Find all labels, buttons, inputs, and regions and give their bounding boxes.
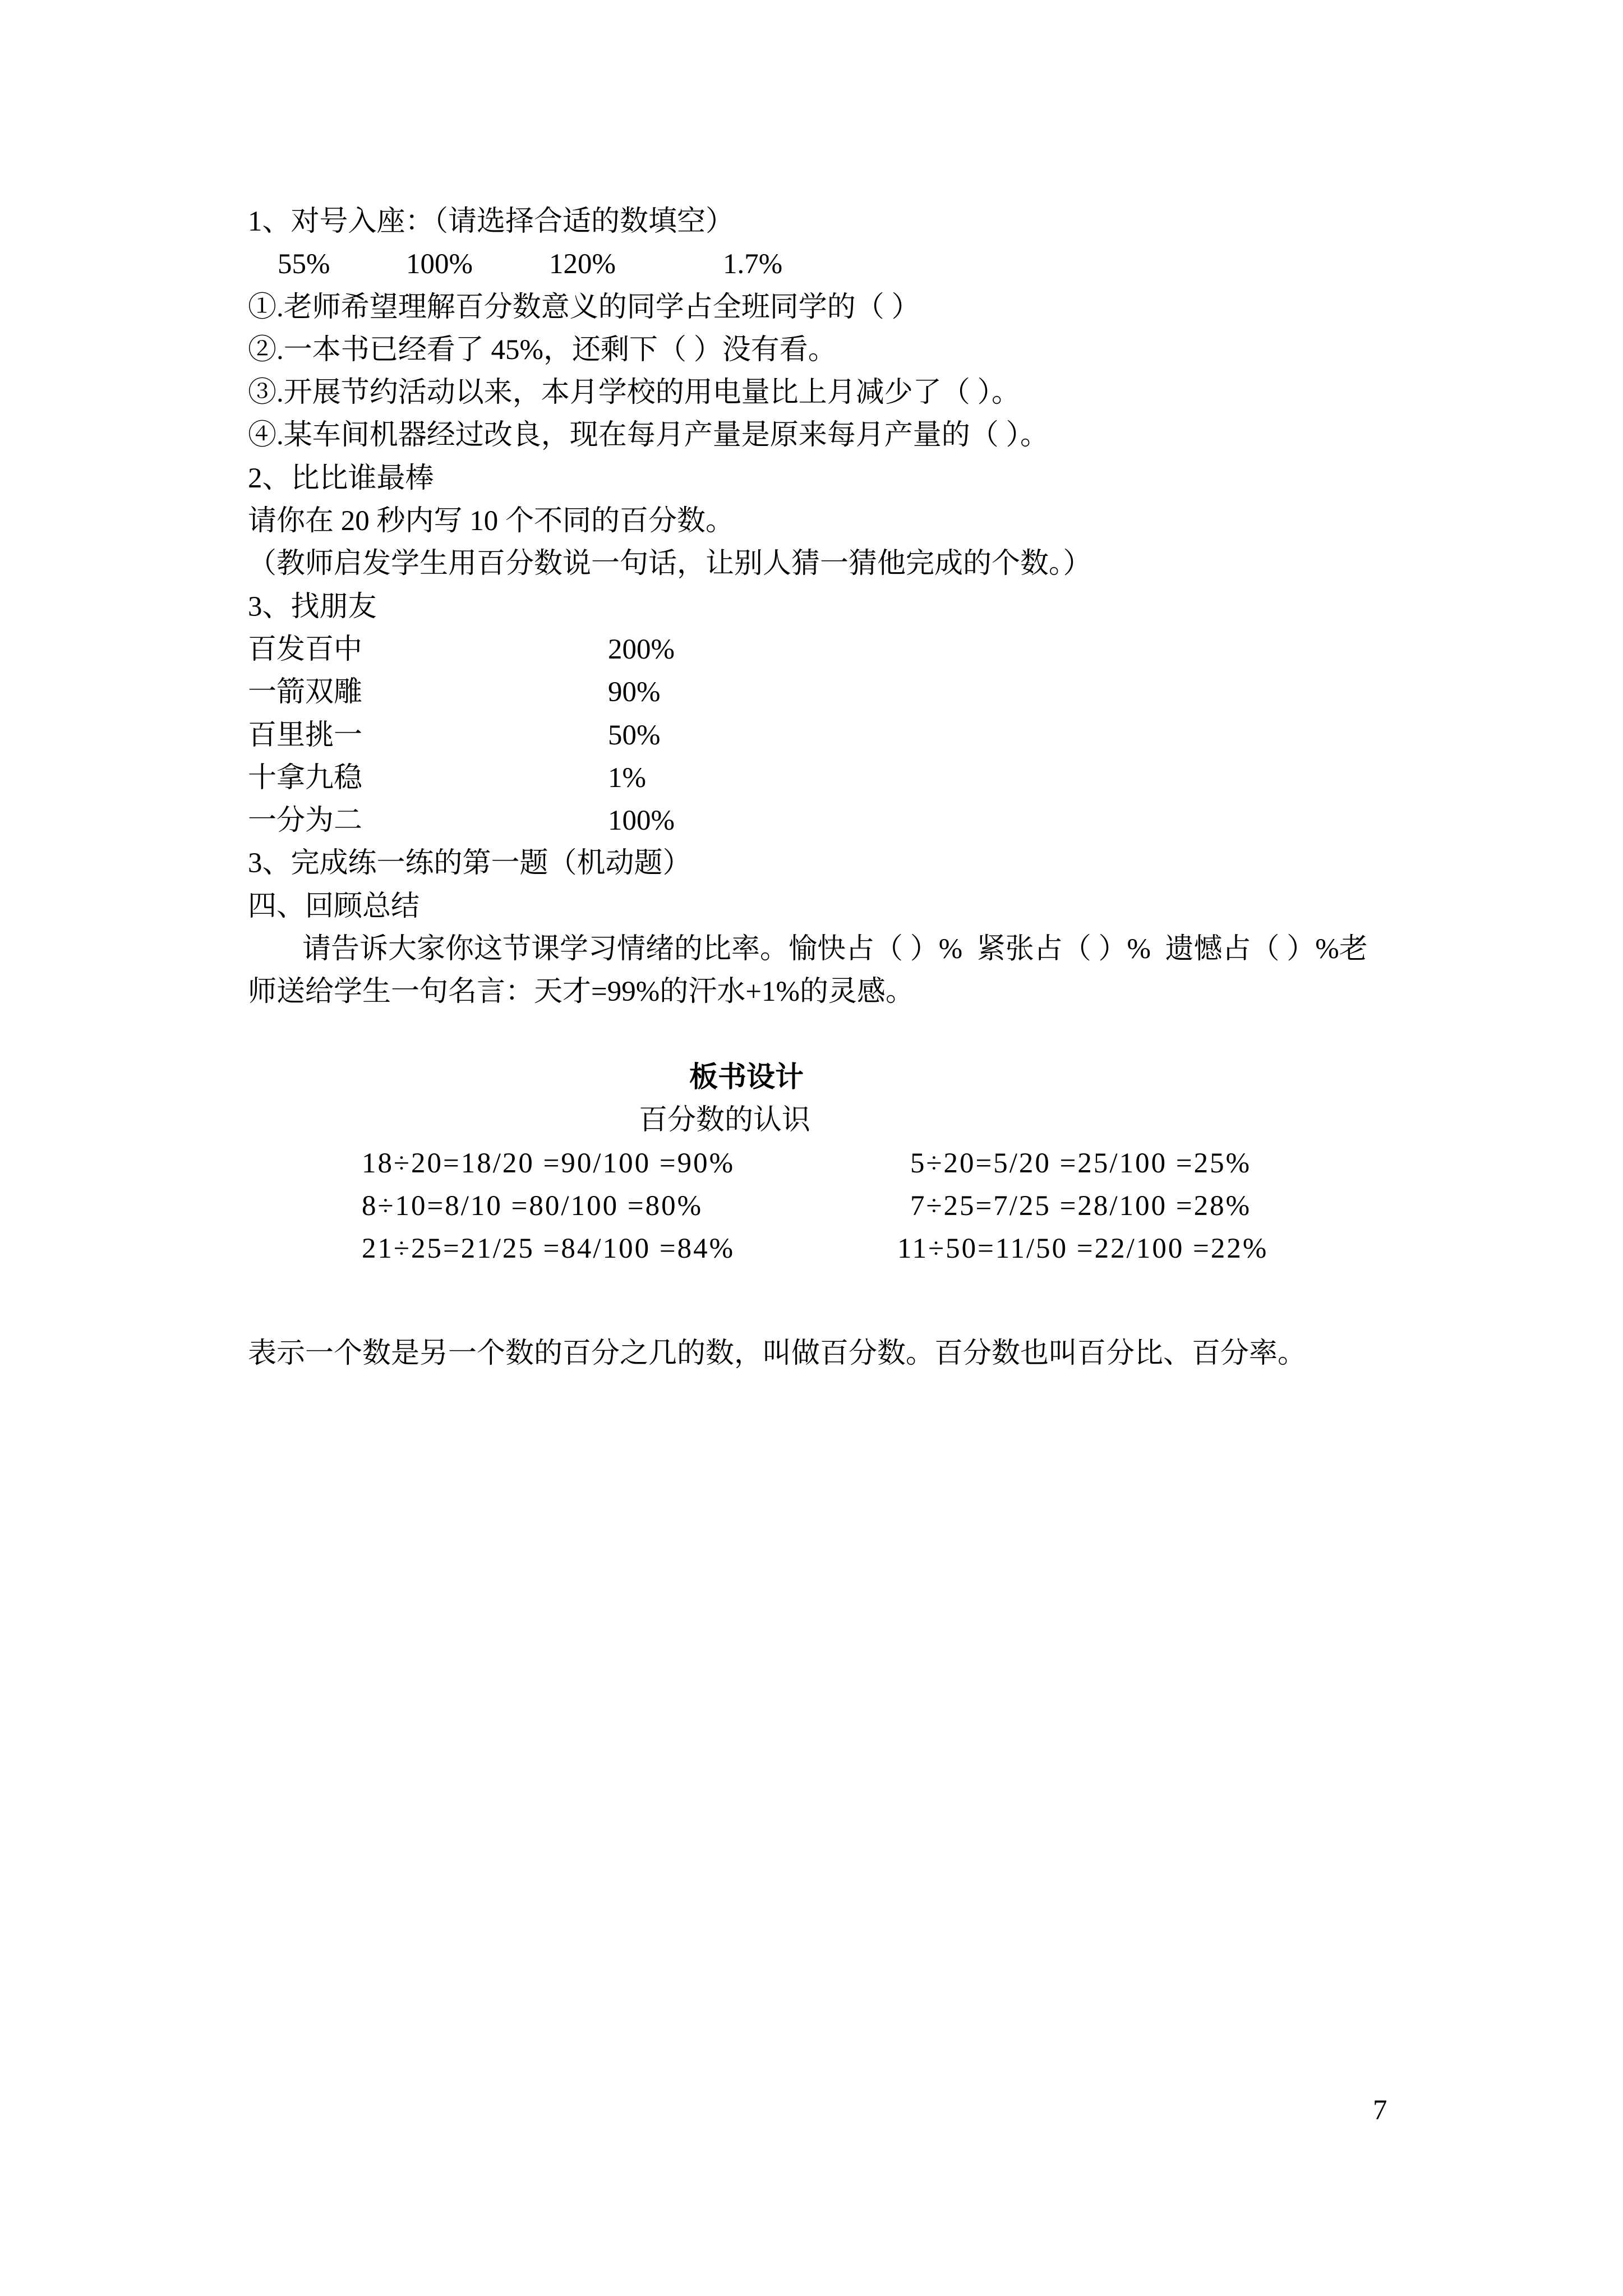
idiom-label: 十拿九稳	[248, 762, 363, 794]
question-item: ③.开展节约活动以来，本月学校的用电量比上月减少了（ ）。	[248, 377, 1021, 409]
idiom-label: 百发百中	[248, 633, 363, 665]
formula: 7÷25=7/25 =28/100 =28%	[910, 1190, 1252, 1222]
idiom-label: 百里挑一	[248, 719, 363, 751]
idiom-label: 一分为二	[248, 805, 363, 837]
match-row	[248, 714, 1538, 757]
match-row	[248, 799, 1538, 842]
percent-label: 90%	[608, 677, 661, 708]
match-row	[248, 671, 1538, 714]
section-heading: 3、完成练一练的第一题（机动题）	[248, 848, 691, 880]
summary-text: 师送给学生一句名言：天才=99%的汗水+1%的灵感。	[248, 976, 914, 1008]
formula: 11÷50=11/50 =22/100 =22%	[897, 1233, 1269, 1265]
idiom-label: 一箭双雕	[248, 677, 363, 708]
answer-option: 100%	[406, 249, 473, 280]
formula-row	[0, 1227, 1623, 1270]
formula: 5÷20=5/20 =25/100 =25%	[910, 1147, 1252, 1179]
match-row	[248, 628, 1538, 671]
formula-row	[0, 1142, 1623, 1185]
question-item: ①.老师希望理解百分数意义的同学占全班同学的（ ）	[248, 291, 920, 323]
summary-text: 请告诉大家你这节课学习情绪的比率。愉快占（ ）% 紧张占（ ）% 遗憾占（ ）%老	[302, 933, 1368, 965]
answer-option: 1.7%	[723, 249, 783, 280]
question-item: ②.一本书已经看了 45%，还剩下（ ）没有看。	[248, 334, 837, 366]
exercise-section	[248, 200, 1538, 1014]
percent-label: 50%	[608, 719, 661, 751]
match-row	[248, 757, 1538, 799]
board-design	[0, 1056, 1623, 1270]
percent-label: 100%	[608, 805, 675, 837]
section-heading: 3、找朋友	[248, 591, 377, 623]
page-number: 7	[1373, 2095, 1387, 2126]
task-text: 请你在 20 秒内写 10 个不同的百分数。	[248, 505, 735, 537]
percent-label: 200%	[608, 633, 675, 665]
teacher-note: （教师启发学生用百分数说一句话，让别人猜一猜他完成的个数。）	[248, 548, 1092, 580]
definition-text: 表示一个数是另一个数的百分之几的数，叫做百分数。百分数也叫百分比、百分率。	[248, 1338, 1307, 1369]
formula: 18÷20=18/20 =90/100 =90%	[362, 1147, 735, 1179]
answer-options	[248, 243, 1538, 286]
formula: 8÷10=8/10 =80/100 =80%	[362, 1190, 703, 1222]
answer-option: 120%	[549, 249, 616, 280]
answer-option: 55%	[278, 249, 330, 280]
board-subtitle: 百分数的认识	[639, 1105, 811, 1137]
question-item: ④.某车间机器经过改良，现在每月产量是原来每月产量的（ ）。	[248, 420, 1049, 452]
section-heading: 1、对号入座：（请选择合适的数填空）	[248, 206, 735, 237]
section-heading: 2、比比谁最棒	[248, 462, 434, 494]
formula: 21÷25=21/25 =84/100 =84%	[362, 1233, 735, 1265]
percent-label: 1%	[608, 762, 646, 794]
board-title: 板书设计	[689, 1062, 804, 1093]
section-heading: 四、回顾总结	[248, 890, 420, 922]
formula-row	[0, 1185, 1623, 1227]
